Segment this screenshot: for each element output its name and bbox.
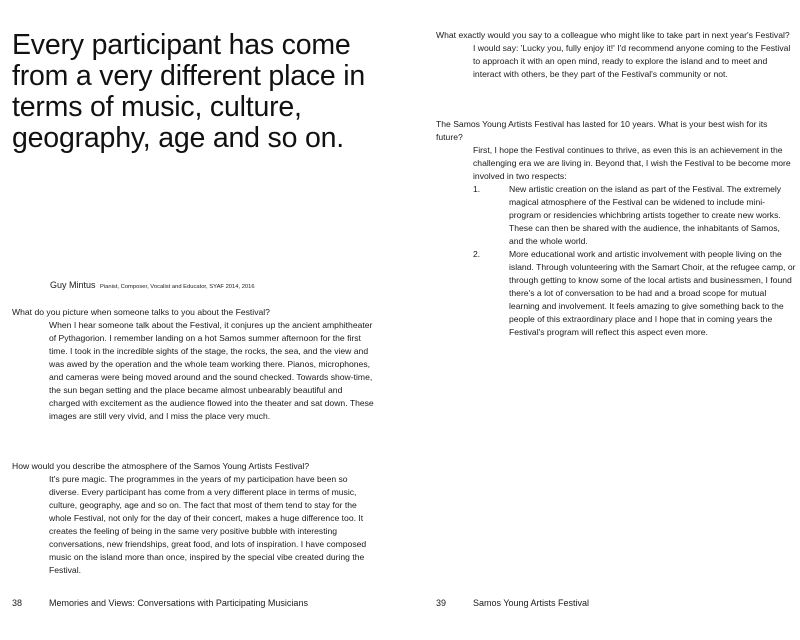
question: The Samos Young Artists Festival has lasted for 10 years. What is your best wish for its future? <box>436 119 768 142</box>
list-text: New artistic creation on the island as part of the Festival. The extremely magical atmosphere of the Festival can be widened to include mini-program or residencies whichbring artists together to create new works. These can then be shared with the audience, the inhabitants of Samos, and the whole world. <box>509 184 782 246</box>
footer-title: Memories and Views: Conversations with Participating Musicians <box>49 598 308 608</box>
question: How would you describe the atmosphere of the Samos Young Artists Festival? <box>12 461 310 471</box>
right-page <box>420 0 800 640</box>
list-item <box>473 248 796 339</box>
answer: I would say: 'Lucky you, fully enjoy it!' I'd recommend anyone coming to the Festival to approach it with an open mind, ready to explore the island and to meet and interact with others, be they part of the Festival's community or not. <box>473 43 791 79</box>
answer <box>436 144 796 339</box>
byline <box>50 280 255 290</box>
answer: It's pure magic. The programmes in the years of my participation have been so diverse. Every participant has come from a very different place in terms of music, culture, geography, age and so on. The fact that most of them tend to stay for the whole Festival, not only for the day of their concert, makes a huge difference too. It creates the feeling of being in the same very positive bubble with interesting conversations, new friendships, great food, and lots of inspiration. I have composed music on the island more than once, inspired by the special vibe created during the Festival. <box>49 474 367 575</box>
answer: When I hear someone talk about the Festival, it conjures up the ancient amphitheater of Pythagorion. I remember landing on a hot Samos summer afternoon for the first time. I took in the incredible sights of the stage, the rocks, the sea, and the view and was awed by the operation and the whole team working there. Pianos, microphones, and cameras were being moved around and the sound checked. Towards show-time, the sun began setting and the place became almost unbearably beautiful and charged with excitement as the audience flowed into the theater and sat down. These images are still very vivid, and I miss the place very much. <box>49 320 374 421</box>
question: What exactly would you say to a colleague who might like to take part in next year's Festival? <box>436 30 790 40</box>
page-number: 39 <box>436 598 447 608</box>
list-number: 1. <box>473 184 481 194</box>
question: What do you picture when someone talks to you about the Festival? <box>12 307 270 317</box>
list-text: More educational work and artistic involvement with people living on the island. Through volunteering with the Samart Choir, at the refugee camp, or through getting to know some of the local artists and businessmen, I found there's a lot of conversation to be had and a broad scope for mutual learning and involvement. It feels amazing to give something back to the people of this extraordinary place and I hope that in coming years the Festival's program will reflect this aspect even more. <box>509 249 796 337</box>
pull-quote: Every participant has come from a very different place in terms of music, culture, geography, age and so on. <box>12 29 366 154</box>
footer-title: Samos Young Artists Festival <box>473 598 590 608</box>
page-footer <box>436 598 589 608</box>
qa-block-1 <box>12 306 374 423</box>
page-footer <box>12 598 308 608</box>
qa-block-2 <box>12 460 374 577</box>
list-number: 2. <box>473 249 481 259</box>
answer-intro: First, I hope the Festival continues to thrive, as even this is an achievement in the challenging era we are living in. Beyond that, I wish the Festival to be become more involved in two respects: <box>473 145 791 181</box>
byline-name: Guy Mintus <box>50 280 96 290</box>
qa-block-4 <box>436 118 796 339</box>
qa-block-3 <box>436 29 796 81</box>
byline-role: Pianist, Composer, Vocalist and Educator, SYAF 2014, 2016 <box>100 284 255 290</box>
list-item <box>473 183 796 248</box>
page-number: 38 <box>12 598 23 608</box>
